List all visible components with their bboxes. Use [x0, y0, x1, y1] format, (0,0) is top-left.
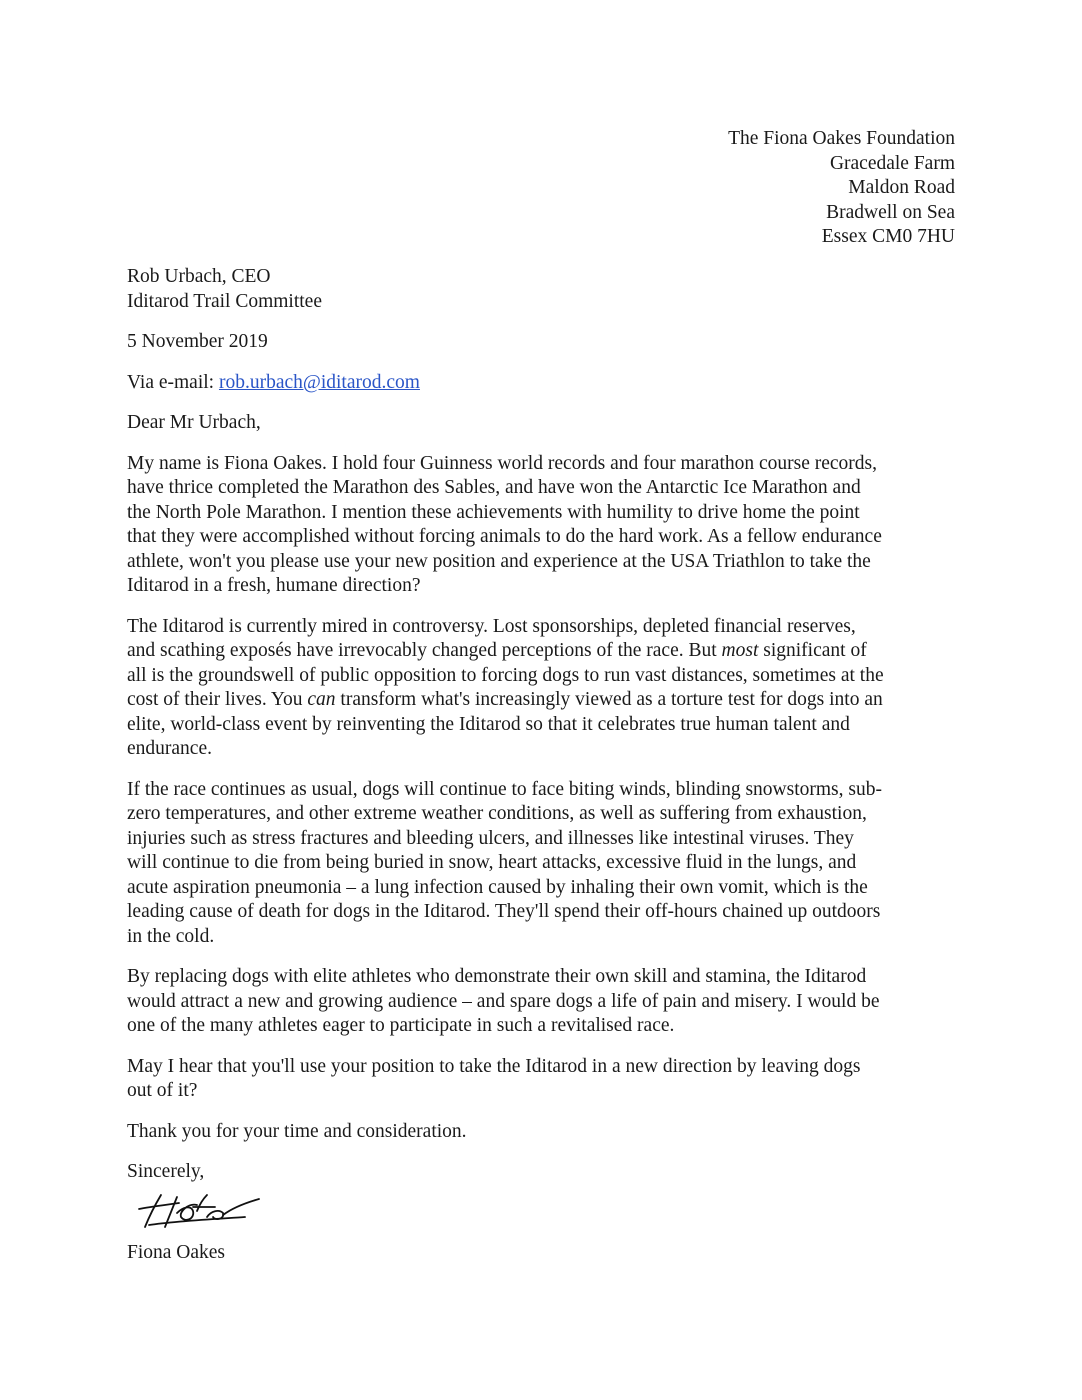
paragraph-line: If the race continues as usual, dogs will continue to face biting winds, blinding snowstorms, sub- — [127, 778, 882, 800]
sender-line-organization: The Fiona Oakes Foundation — [728, 128, 955, 149]
paragraph-line: Iditarod in a fresh, humane direction? — [127, 575, 421, 596]
handwritten-signature — [135, 1187, 265, 1233]
paragraph-line: The Iditarod is currently mired in controversy. Lost sponsorships, depleted financial reserves, — [127, 615, 856, 637]
paragraph-line: acute aspiration pneumonia – a lung infection caused by inhaling their own vomit, which is the — [127, 876, 868, 898]
sender-line-farm: Gracedale Farm — [829, 152, 955, 174]
letter-body — [127, 265, 957, 1265]
recipient-organization: Iditarod Trail Committee — [127, 290, 322, 312]
emphasis-can: can — [307, 689, 336, 710]
letter-date — [127, 330, 957, 355]
paragraph-line: My name is Fiona Oakes. I hold four Guinness world records and four marathon course records, — [127, 452, 878, 474]
paragraph-line: one of the many athletes eager to participate in such a revitalised race. — [127, 1015, 675, 1036]
paragraph-line: would attract a new and growing audience – and spare dogs a life of pain and misery. I would be — [127, 990, 880, 1012]
paragraph-line: zero temperatures, and other extreme weather conditions, as well as suffering from exhaustion, — [127, 803, 867, 824]
sender-address — [728, 127, 955, 250]
paragraph-line: all is the groundswell of public opposition to forcing dogs to run vast distances, sometimes at the — [127, 664, 884, 686]
paragraph-line: leading cause of death for dogs in the Iditarod. They'll spend their off-hours chained up outdoors — [127, 901, 881, 922]
paragraph-line: have thrice completed the Marathon des Sables, and have won the Antarctic Ice Marathon and — [127, 477, 861, 498]
paragraph-request — [127, 1055, 957, 1104]
paragraph-line: and scathing exposés have irrevocably changed perceptions of the race. But most significant of — [127, 640, 867, 661]
paragraph-line: Thank you for your time and consideration. — [127, 1120, 467, 1142]
recipient-block — [127, 265, 957, 314]
paragraph-line: elite, world-class event by reinventing the Iditarod so that it celebrates true human talent and — [127, 713, 850, 735]
paragraph-introduction — [127, 452, 957, 599]
paragraph-line: cost of their lives. You can transform what's increasingly viewed as a torture test for dogs into an — [127, 689, 883, 710]
via-email-label: Via e-mail: — [127, 371, 219, 393]
closing: Sincerely, — [127, 1161, 205, 1182]
emphasis-most: most — [721, 640, 759, 661]
date-text: 5 November 2019 — [127, 331, 268, 352]
paragraph-line: that they were accomplished without forcing animals to do the hard work. As a fellow endurance — [127, 526, 882, 547]
paragraph-proposal — [127, 965, 957, 1039]
sender-line-road: Maldon Road — [848, 177, 955, 198]
paragraph-line: By replacing dogs with elite athletes who demonstrate their own skill and stamina, the Iditarod — [127, 966, 867, 987]
paragraph-line: injuries such as stress fractures and bleeding ulcers, and illnesses like intestinal viruses. They — [127, 827, 854, 849]
paragraph-line: endurance. — [127, 738, 212, 759]
sender-line-town: Bradwell on Sea — [826, 201, 955, 223]
paragraph-line: May I hear that you'll use your position to take the Iditarod in a new direction by leaving dogs — [127, 1055, 861, 1077]
paragraph-thanks — [127, 1120, 957, 1145]
salutation-text: Dear Mr Urbach, — [127, 412, 261, 433]
recipient-name: Rob Urbach, CEO — [127, 266, 271, 287]
salutation — [127, 411, 957, 436]
paragraph-line: athlete, won't you please use your new position and experience at the USA Triathlon to take the — [127, 550, 871, 572]
paragraph-line: in the cold. — [127, 925, 215, 947]
paragraph-conditions — [127, 778, 957, 950]
paragraph-line: will continue to die from being buried in snow, heart attacks, excessive fluid in the lungs, and — [127, 852, 857, 873]
recipient-email-link[interactable]: rob.urbach@iditarod.com — [218, 371, 420, 393]
paragraph-line: the North Pole Marathon. I mention these achievements with humility to drive home the point — [127, 501, 860, 523]
paragraph-line: out of it? — [127, 1080, 198, 1101]
via-email-line — [127, 371, 957, 396]
paragraph-controversy — [127, 615, 957, 762]
sender-line-postcode: Essex CM0 7HU — [821, 226, 955, 247]
signer-name: Fiona Oakes — [127, 1241, 226, 1263]
